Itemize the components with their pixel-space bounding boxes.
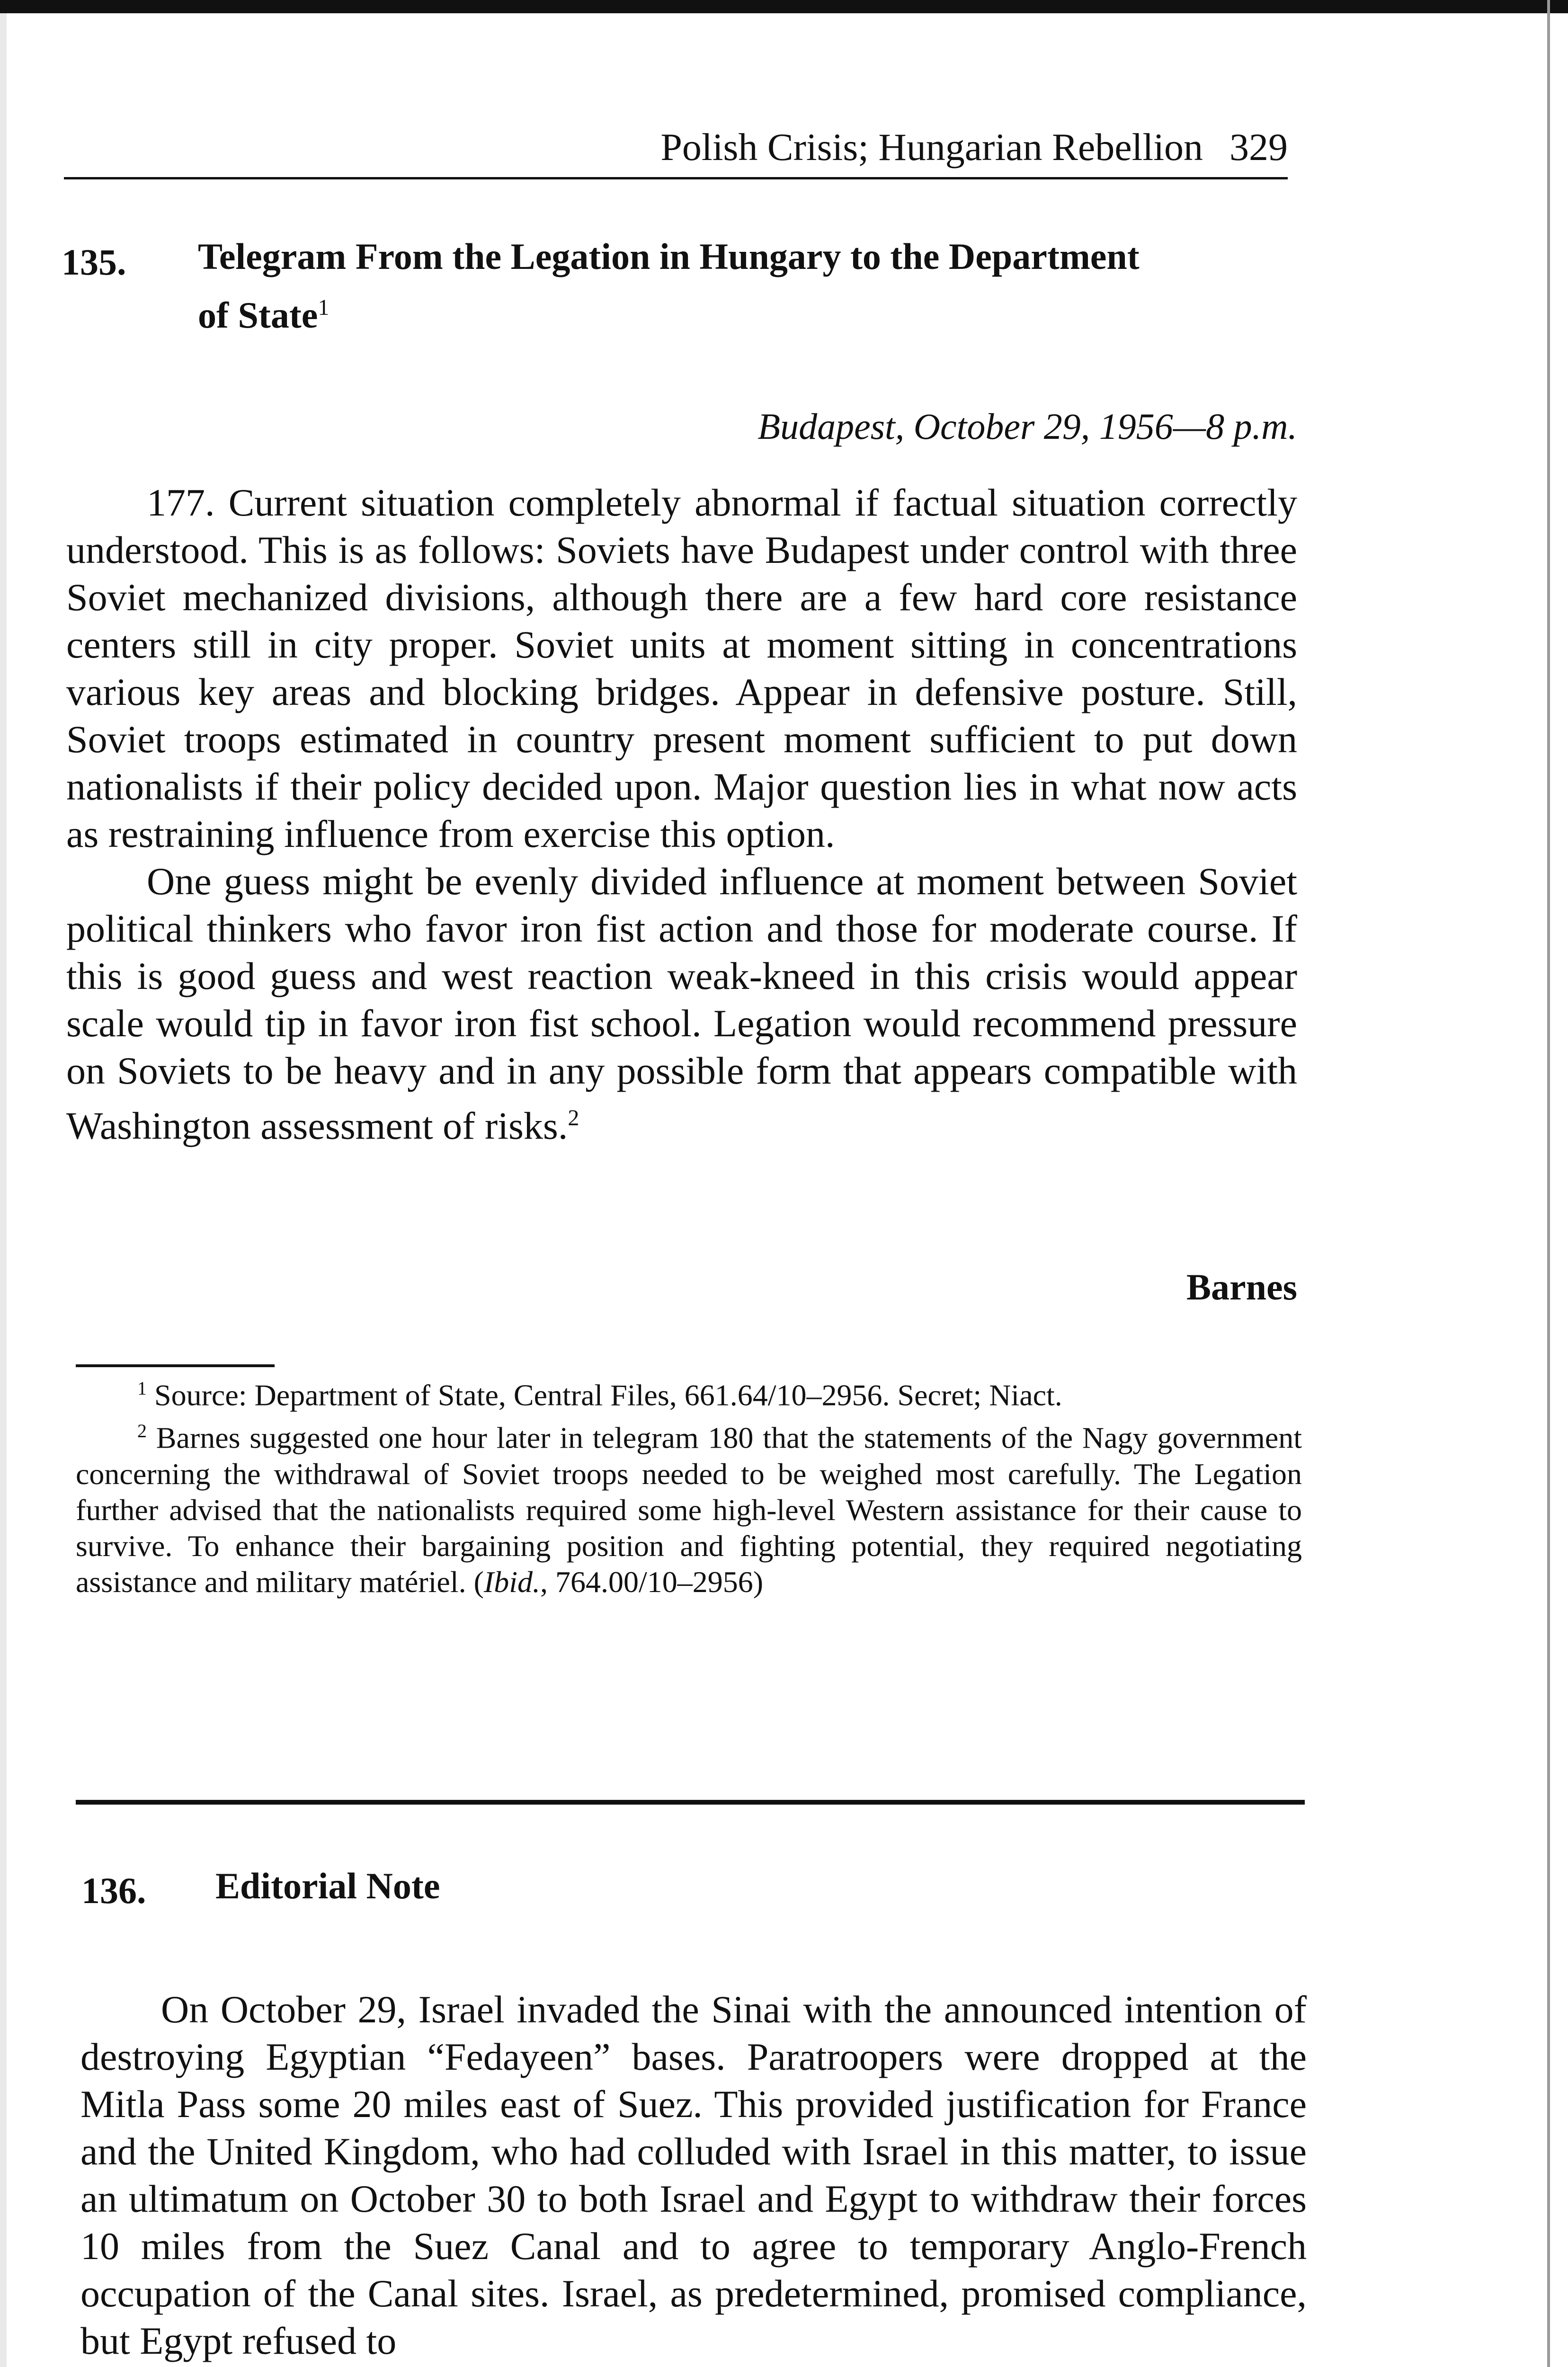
footnote-2-tail: , 764.00/10–2956) [540,1565,764,1599]
footnote-2 [76,1413,1302,1600]
document-135-paragraph-2-text: One guess might be evenly divided influence at moment between Soviet political thinkers who favor iron fist action and those for moderate course. If this is good guess and west reaction weak-kneed in this crisis would appear scale would tip in favor iron fist school. Legation would recommend pressure on Soviets to be heavy and in any possible form that appears compatible with Washington assessment of risks. [66,860,1297,1148]
page-number: 329 [1229,125,1288,169]
document-135-body [66,479,1297,1149]
document-135-title-line2: of State [198,294,318,336]
document-136-body [80,1986,1307,2365]
scan-top-border [0,0,1568,13]
footnote-2-text: Barnes suggested one hour later in telegram 180 that the statements of the Nagy government concerning the withdrawal of Soviet troops needed to be weighed most carefully. The Legation further advised that the nationalists required some high-level Western assistance for their cause to survive. To enhance their bargaining position and fighting potential, they required negotiating assistance and military matériel. ( [76,1421,1302,1599]
footnote-1 [76,1370,1302,1413]
document-135-paragraph-1: 177. Current situation completely abnormal if factual situation correctly understood. This is as follows: Soviets have Budapest under control with three Soviet mechanized divisions, although there are a few hard core resistance centers still in city proper. Soviet units at moment sitting in concentrations various key areas and blocking bridges. Appear in defensive posture. Still, Soviet troops estimated in country present moment sufficient to put down nationalists if their policy decided upon. Major question lies in what now acts as restraining influence from exercise this option. [66,481,1297,855]
running-head [64,125,1288,179]
page-left-edge-shadow [0,0,7,2367]
footnote-2-ibid: Ibid. [483,1565,540,1599]
running-head-title: Polish Crisis; Hungarian Rebellion [660,125,1203,169]
document-135-title-line1: Telegram From the Legation in Hungary to the Department [198,236,1140,277]
footnote-1-mark: 1 [137,1378,147,1399]
footnote-2-mark: 2 [137,1420,147,1442]
section-divider [76,1800,1305,1805]
document-135-number: 135. [62,241,126,283]
document-136-number: 136. [81,1870,146,1911]
document-135-paragraph-2 [66,858,1297,1149]
footnote-ref-1: 1 [318,295,330,320]
document-135-title [198,231,1301,341]
document-136-paragraph-1: On October 29, Israel invaded the Sinai with the announced intention of destroying Egyptian “Fedayeen” bases. Paratroopers were dropped at the Mitla Pass some 20 miles east of Suez. This provided justification for France and the United Kingdom, who had colluded with Israel in this matter, to issue an ultimatum on October 30 to both Israel and Egypt to withdraw their forces 10 miles from the Suez Canal and to agree to temporary Anglo-French occupation of the Canal sites. Israel, as predetermined, promised compliance, but Egypt refused to [80,1988,1307,2362]
footnotes [76,1370,1302,1600]
dateline: Budapest, October 29, 1956—8 p.m. [757,406,1297,447]
signature: Barnes [1186,1266,1297,1308]
footnote-rule [76,1364,275,1367]
footnote-1-text: Source: Department of State, Central Files, 661.64/10–2956. Secret; Niact. [154,1378,1062,1412]
page-right-edge-shadow [1547,0,1550,2367]
footnote-ref-2: 2 [568,1105,579,1130]
document-136-title: Editorial Note [215,1865,440,1906]
